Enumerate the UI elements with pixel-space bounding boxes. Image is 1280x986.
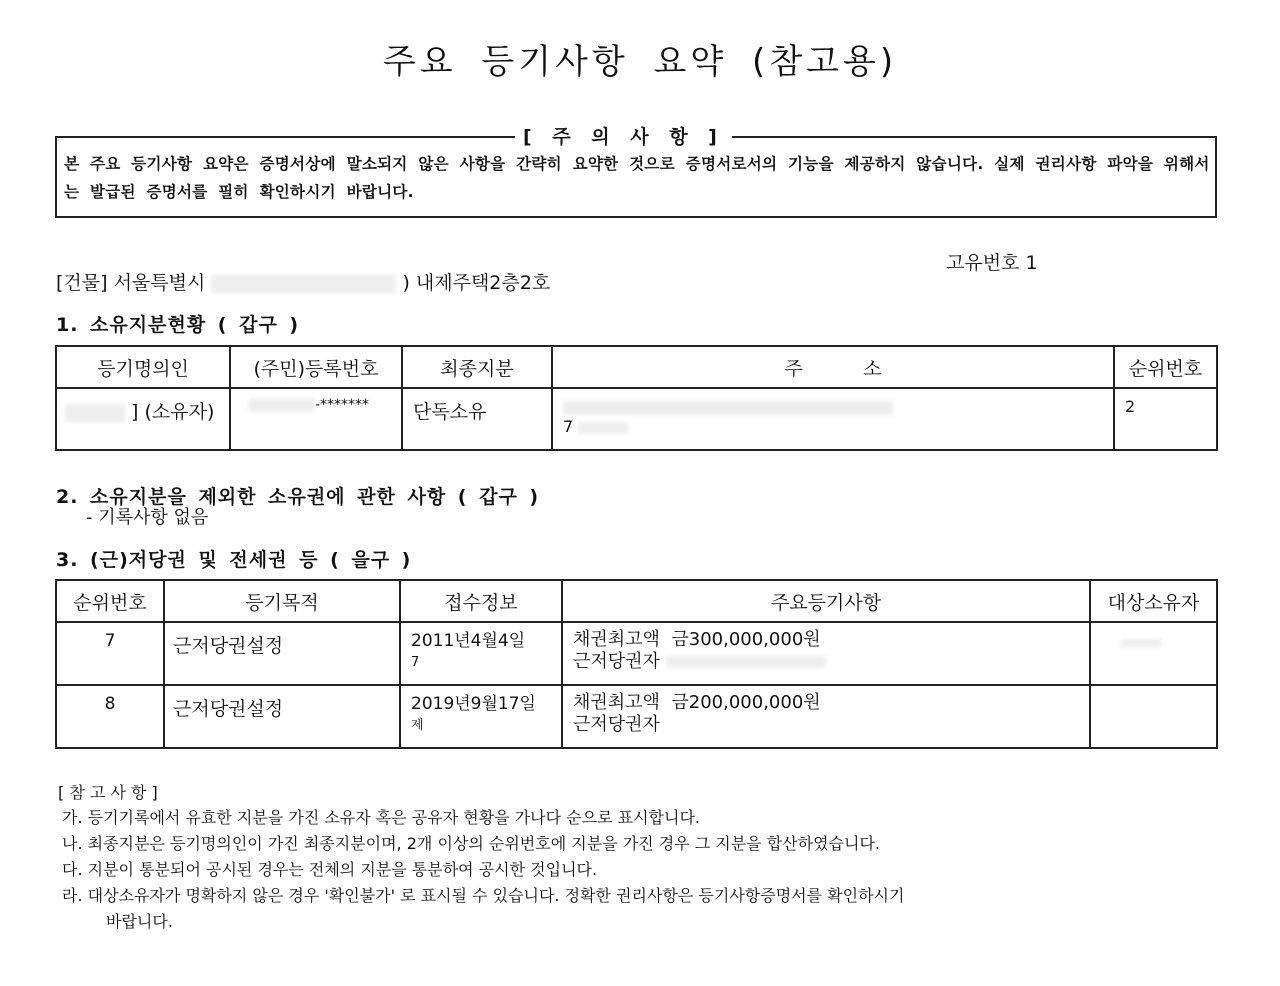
detail-amount: 채권최고액 금200,000,000원 [573, 692, 821, 713]
table-header: 순위번호 [56, 580, 164, 622]
table-header: 순위번호 [1114, 346, 1217, 388]
notice-text: 본 주요 등기사항 요약은 증명서상에 말소되지 않은 사항을 간략히 요약한 것으로 증명서로서의 기능을 제공하지 않습니다. 실제 권리사항 파악을 위해서는 발급된 증명서를 필히 확인하시기 바랍니다. [64, 155, 1210, 201]
rank-cell: 8 [56, 685, 164, 748]
target-owner-cell [1090, 685, 1217, 748]
mortgage-table [55, 579, 1218, 749]
receipt-cell [400, 685, 562, 748]
table-header: (주민)등록번호 [230, 346, 402, 388]
section2-note: - 기록사항 없음 [86, 507, 209, 528]
receipt-date: 2011년4월4일 [411, 631, 526, 651]
notice-heading: [ 주 의 사 항 ] [515, 122, 732, 149]
share-cell: 단독소유 [402, 388, 552, 450]
reference-item: 가. 등기기록에서 유효한 지분을 가진 소유자 혹은 공유자 현황을 가나다 순으로 표시합니다. [62, 808, 700, 827]
table-row [56, 622, 1217, 685]
section2-title: 2. 소유지분을 제외한 소유권에 관한 사항 ( 갑구 ) [56, 486, 540, 508]
redacted-block [211, 275, 396, 293]
owner-cell [56, 388, 230, 450]
rank-cell: 7 [56, 622, 164, 685]
redacted-block [578, 422, 628, 434]
table-header: 등기목적 [164, 580, 400, 622]
table-header-row [56, 346, 1217, 388]
address-cell [552, 388, 1114, 450]
redacted-block [1121, 639, 1161, 647]
redacted-block [666, 656, 826, 668]
table-header: 주요등기사항 [562, 580, 1090, 622]
table-row [56, 388, 1217, 450]
rank-cell: 2 [1114, 388, 1217, 450]
purpose-cell: 근저당권설정 [164, 685, 400, 748]
table-row [56, 685, 1217, 748]
redacted-block [249, 398, 315, 412]
table-header: 최종지분 [402, 346, 552, 388]
document-title: 주요 등기사항 요약 (참고용) [382, 42, 898, 82]
building-address [56, 268, 550, 295]
detail-holder: 근저당권자 [573, 714, 660, 735]
reference-title: [ 참 고 사 항 ] [58, 783, 158, 802]
owner-label: ] (소유자) [131, 401, 215, 423]
id-masked: -******* [315, 397, 370, 413]
reference-item: 나. 최종지분은 등기명의인이 가진 최종지분이며, 2개 이상의 순위번호에 지분을 가진 경우 그 지분을 합산하였습니다. [62, 834, 880, 853]
table-header: 접수정보 [400, 580, 562, 622]
table-header: 등기명의인 [56, 346, 230, 388]
receipt-cell [400, 622, 562, 685]
section3-title: 3. (근)저당권 및 전세권 등 ( 을구 ) [56, 549, 412, 571]
id-cell [230, 388, 402, 450]
purpose-cell: 근저당권설정 [164, 622, 400, 685]
table-header-row [56, 580, 1217, 622]
section1-title: 1. 소유지분현황 ( 갑구 ) [56, 314, 300, 336]
reference-item: 바랍니다. [106, 912, 173, 931]
redacted-block [563, 401, 893, 415]
detail-cell [562, 685, 1090, 748]
receipt-number: 7 [411, 655, 420, 670]
redacted-block [65, 404, 125, 422]
building-address-prefix: [건물] 서울특별시 [56, 272, 206, 294]
building-address-suffix: ) 내제주택2층2호 [402, 272, 551, 294]
target-owner-cell [1090, 622, 1217, 685]
reference-item: 다. 지분이 통분되어 공시된 경우는 전체의 지분을 통분하여 공시한 것입니다. [62, 860, 598, 879]
receipt-date: 2019년9월17일 [411, 694, 536, 714]
table-header: 주 소 [552, 346, 1114, 388]
detail-cell [562, 622, 1090, 685]
detail-holder: 근저당권자 [573, 651, 660, 672]
table-header: 대상소유자 [1090, 580, 1217, 622]
ownership-table [55, 345, 1218, 451]
unique-number: 고유번호 1 [946, 252, 1038, 274]
detail-amount: 채권최고액 금300,000,000원 [573, 629, 821, 650]
address-line2: 7 [563, 417, 574, 436]
reference-item: 라. 대상소유자가 명확하지 않은 경우 '확인불가' 로 표시될 수 있습니다. 정확한 권리사항은 등기사항증명서를 확인하시기 [62, 886, 905, 905]
receipt-number: 제 [411, 718, 424, 733]
